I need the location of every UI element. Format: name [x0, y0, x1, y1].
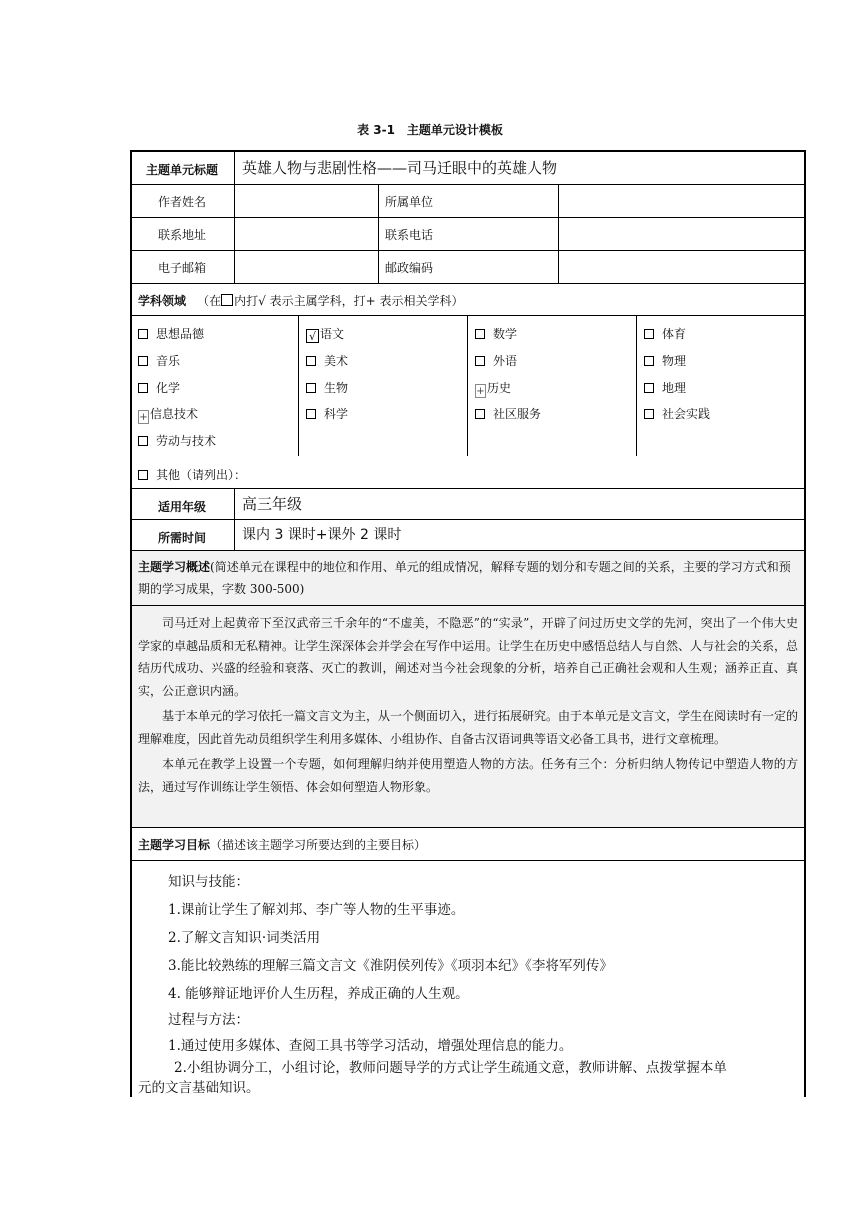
unit-value — [562, 185, 802, 217]
checkbox-icon[interactable] — [306, 356, 316, 366]
checkbox-icon[interactable] — [644, 383, 654, 393]
rule — [130, 860, 806, 861]
subject-item-label: 历史 — [487, 381, 512, 395]
checkbox-icon[interactable] — [475, 329, 485, 339]
overview-header — [138, 556, 798, 600]
rule — [636, 315, 637, 456]
goal-line: 2.小组协调分工，小组讨论，教师问题导学的方式让学生疏通文意，教师讲解、点拨掌握本单 — [174, 1060, 727, 1076]
checkbox-icon[interactable] — [644, 329, 654, 339]
subject-note-pre: （在 — [197, 294, 222, 308]
rule — [234, 150, 235, 283]
subject-other — [138, 466, 246, 483]
checkbox-icon[interactable] — [475, 356, 485, 366]
checkbox-icon[interactable] — [644, 356, 654, 366]
checkbox-icon[interactable] — [644, 409, 654, 419]
subject-item-label: 体育 — [662, 327, 687, 341]
subject-item-label: 美术 — [324, 354, 349, 368]
goal-line: 1.课前让学生了解刘邦、李广等人物的生平事迹。 — [168, 902, 465, 918]
subject-item-label: 物理 — [662, 354, 687, 368]
subject-item[interactable] — [475, 352, 517, 369]
phone-label: 联系电话 — [385, 228, 434, 242]
subject-item-label: 社区服务 — [493, 407, 542, 421]
overview-paragraph: 本单元在教学上设置一个专题，如何理解归纳并使用塑造人物的方法。任务有三个：分析归纳人物传记中塑造人物的方法，通过写作训练让学生领悟、体会如何塑造人物形象。 — [138, 757, 798, 794]
goal-line: 知识与技能： — [168, 874, 249, 890]
subject-item-label: 劳动与技术 — [156, 434, 217, 448]
design-template-table — [130, 150, 806, 1097]
goal-line: 2.了解文言知识·词类活用 — [168, 930, 321, 946]
topic-label: 主题单元标题 — [145, 163, 218, 177]
subject-item[interactable] — [644, 405, 710, 422]
subject-item-label: 地理 — [662, 381, 687, 395]
subject-item-label: 生物 — [324, 381, 349, 395]
subject-item[interactable] — [475, 379, 511, 398]
postcode-value — [562, 251, 802, 283]
subject-item-label: 化学 — [156, 381, 181, 395]
goal-line: 1.通过使用多媒体、查阅工具书等学习活动，增强处理信息的能力。 — [168, 1038, 573, 1054]
checkbox-icon[interactable] — [306, 383, 316, 393]
checkbox-icon[interactable] — [138, 470, 148, 480]
subject-item[interactable] — [306, 379, 348, 396]
subject-header — [138, 284, 798, 315]
postcode-label: 邮政编码 — [385, 261, 434, 275]
overview-label: 主题学习概述 — [138, 560, 211, 574]
goals-label: 主题学习目标 — [138, 838, 211, 852]
subject-item[interactable] — [306, 325, 344, 343]
topic-value: 英雄人物与悲剧性格——司马迁眼中的英雄人物 — [242, 159, 558, 177]
border-left — [130, 150, 132, 1097]
rule — [130, 315, 806, 316]
address-value — [236, 218, 376, 250]
subject-item[interactable] — [138, 405, 198, 424]
goal-line: 过程与方法： — [168, 1012, 249, 1028]
overview-paragraph: 司马迁对上起黄帝下至汉武帝三千余年的“不虚美，不隐恶”的“实录”，开辟了问过历史文学的先河，突出了一个伟大史学家的卓越品质和无私精神。让学生深深体会并学会在写作中运用。让学生在历史中感悟总结人与自然、人与社会的关系，总结历代成功、兴盛的经验和衰落、灭亡的教训，阐述对当今社会现象的分析，培养自己正确社会观和人生观；涵养正直、真实，公正意识内涵。 — [138, 616, 799, 698]
checkmark-icon[interactable]: √ — [306, 329, 319, 343]
address-label: 联系地址 — [157, 228, 206, 242]
rule — [298, 315, 299, 456]
goal-line: 3.能比较熟练的理解三篇文言文《淮阴侯列传》《项羽本纪》《李将军列传》 — [168, 958, 613, 974]
subject-item-label: 社会实践 — [662, 407, 711, 421]
rule — [467, 315, 468, 456]
subject-item-label: 语文 — [320, 327, 345, 341]
goals-desc: （描述该主题学习所要达到的主要目标） — [210, 838, 427, 852]
checkbox-icon — [221, 294, 233, 306]
subject-item[interactable] — [138, 432, 216, 449]
goal-line: 4. 能够辩证地评价人生历程，养成正确的人生观。 — [168, 986, 469, 1002]
overview-desc: (简述单元在课程中的地位和作用、单元的组成情况，解释专题的划分和专题之间的关系，主要的学习方式和预期的学习成果，字数 300-500) — [138, 560, 791, 596]
plus-box-icon[interactable]: + — [139, 412, 148, 423]
rule — [130, 605, 806, 606]
subject-item[interactable] — [475, 325, 517, 342]
table-title: 表 3-1 主题单元设计模板 — [357, 123, 503, 137]
author-label: 作者姓名 — [157, 195, 206, 209]
subject-item-label: 科学 — [324, 407, 349, 421]
subject-item[interactable] — [138, 379, 180, 396]
subject-label: 学科领域 — [138, 294, 187, 308]
rule — [234, 488, 235, 550]
grade-label: 适用年级 — [157, 500, 206, 514]
subject-other-label: 其他（请列出）： — [156, 468, 247, 482]
checkbox-icon[interactable] — [138, 329, 148, 339]
checkbox-icon[interactable] — [138, 356, 148, 366]
subject-item-label: 信息技术 — [150, 407, 199, 421]
unit-label: 所属单位 — [385, 195, 434, 209]
subject-item[interactable] — [644, 352, 686, 369]
time-label: 所需时间 — [157, 531, 206, 545]
email-value — [236, 251, 376, 283]
rule — [378, 184, 379, 283]
overview-paragraph: 基于本单元的学习依托一篇文言文为主，从一个侧面切入，进行拓展研究。由于本单元是文言文，学生在阅读时有一定的理解难度，因此首先动员组织学生利用多媒体、小组协作、自备古汉语词典等语文必备工具书，进行文章梳理。 — [138, 709, 799, 746]
rule — [130, 550, 806, 551]
grade-value: 高三年级 — [242, 495, 303, 513]
subject-item[interactable] — [306, 352, 348, 369]
subject-note-post: 内打√ 表示主属学科，打+ 表示相关学科） — [234, 294, 464, 308]
goals-header — [138, 828, 798, 860]
author-value — [236, 185, 376, 217]
subject-item-label: 音乐 — [156, 354, 181, 368]
checkbox-icon[interactable] — [138, 383, 148, 393]
subject-item[interactable] — [644, 379, 686, 396]
phone-value — [562, 218, 802, 250]
overview-body — [138, 612, 798, 798]
checkbox-icon[interactable] — [138, 436, 148, 446]
time-value: 课内 3 课时+课外 2 课时 — [242, 527, 402, 543]
checkbox-icon[interactable] — [475, 409, 485, 419]
subject-item-label: 数学 — [493, 327, 518, 341]
subject-item[interactable] — [138, 352, 180, 369]
subject-item[interactable] — [306, 405, 348, 422]
rule — [558, 184, 559, 283]
subject-item-label: 外语 — [493, 354, 518, 368]
checkbox-icon[interactable] — [306, 409, 316, 419]
border-right — [804, 150, 806, 1097]
subject-item[interactable] — [644, 325, 686, 342]
email-label: 电子邮箱 — [157, 261, 206, 275]
subject-item[interactable] — [475, 405, 541, 422]
subject-item-label: 思想品德 — [156, 327, 205, 341]
goal-line: 元的文言基础知识。 — [138, 1080, 260, 1096]
subject-item[interactable] — [138, 325, 204, 342]
plus-box-icon[interactable]: + — [476, 386, 485, 397]
